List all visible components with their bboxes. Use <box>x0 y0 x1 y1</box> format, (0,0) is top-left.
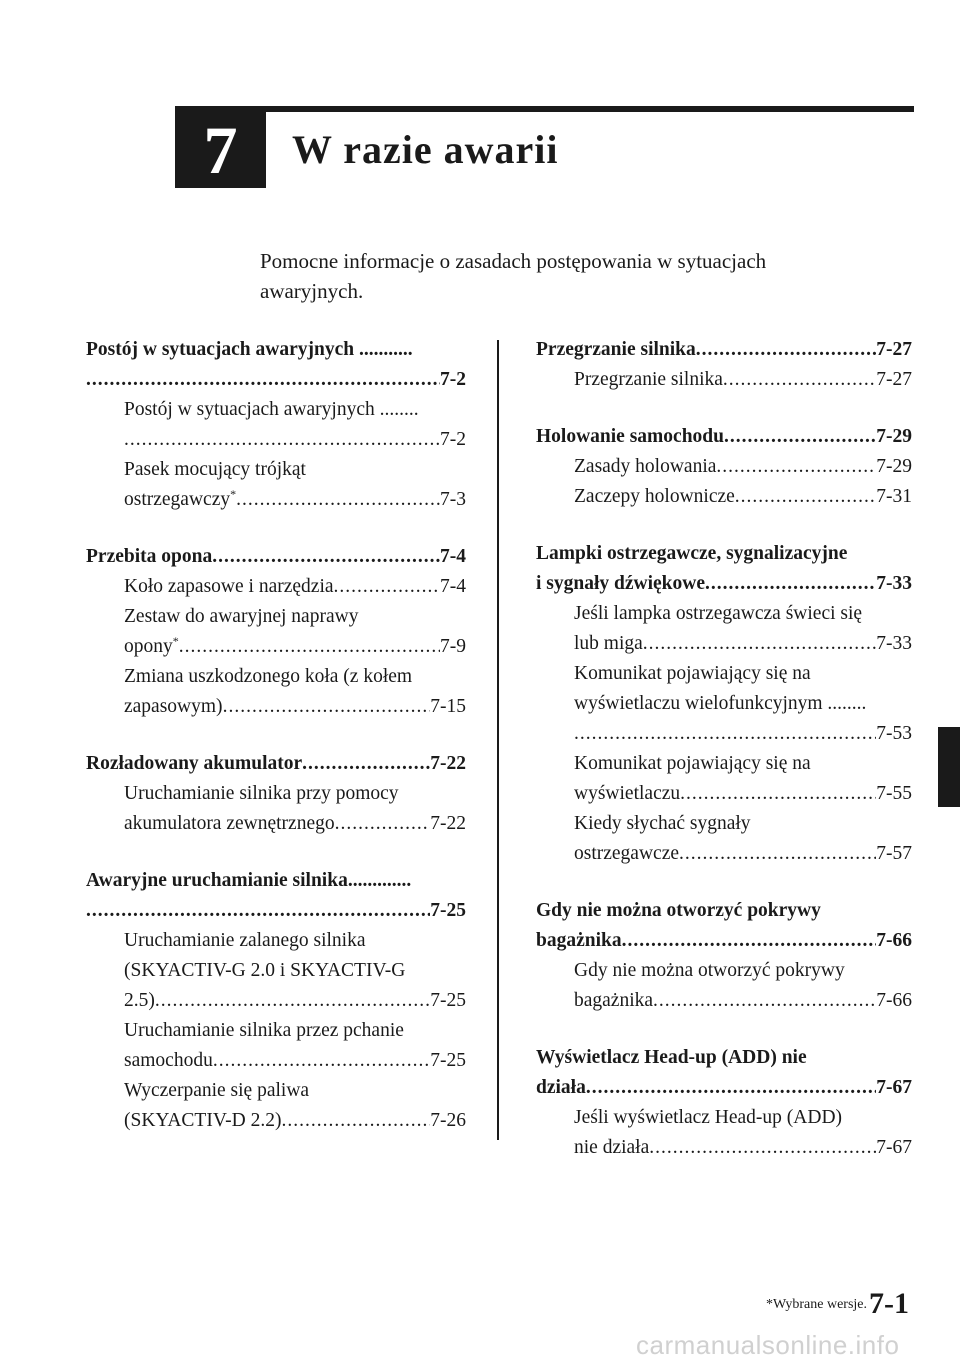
toc-entry-page[interactable]: nie działa ..... 7-67 <box>536 1133 912 1163</box>
toc-entry-page[interactable]: ..... 7-53 <box>536 719 912 749</box>
toc-heading-page[interactable]: działa ..... 7-67 <box>536 1073 912 1103</box>
toc-heading[interactable]: Przegrzanie silnika ..... 7-27 <box>536 335 912 365</box>
toc-heading[interactable]: Gdy nie można otworzyć pokrywy <box>536 900 821 921</box>
toc-entry-page[interactable]: zapasowym) ..... 7-15 <box>86 692 466 722</box>
toc-entry[interactable]: Przegrzanie silnika ..... 7-27 <box>536 365 912 395</box>
toc-entry[interactable]: Kiedy słychać sygnały <box>574 813 751 834</box>
chapter-intro <box>260 246 880 306</box>
toc-heading[interactable]: Rozładowany akumulator ..... 7-22 <box>86 749 466 779</box>
watermark: carmanualsonline.info <box>636 1330 900 1360</box>
toc-entry-page[interactable]: (SKYACTIV-D 2.2) ..... 7-26 <box>86 1106 466 1136</box>
toc-entry-page[interactable]: ..... 7-2 <box>86 425 466 455</box>
toc-entry[interactable]: Uruchamianie silnika przy pomocy <box>124 783 399 804</box>
toc-section-akumulator <box>86 749 466 839</box>
optional-marker: * <box>230 487 237 501</box>
toc-entry[interactable]: Postój w sytuacjach awaryjnych ........ <box>124 399 419 420</box>
toc-section-postoj <box>86 335 466 515</box>
toc-entry[interactable]: Zasady holowania ..... 7-29 <box>536 452 912 482</box>
toc-heading-page[interactable]: ..... 7-25 <box>86 896 466 926</box>
toc-section-lampki <box>536 539 912 869</box>
toc-left-column <box>86 335 466 1163</box>
toc-entry-page[interactable]: bagażnika ..... 7-66 <box>536 986 912 1016</box>
toc-entry[interactable]: Wyczerpanie się paliwa <box>124 1080 310 1101</box>
toc-section-pokrywa-bagaznika <box>536 896 912 1016</box>
toc-heading[interactable]: Holowanie samochodu ..... 7-29 <box>536 422 912 452</box>
toc-entry-page[interactable]: 2.5) ..... 7-25 <box>86 986 466 1016</box>
toc-heading[interactable]: Awaryjne uruchamianie silnika............. <box>86 870 412 891</box>
toc-heading[interactable]: Przebita opona ..... 7-4 <box>86 542 466 572</box>
toc-right-column <box>536 335 912 1190</box>
toc-entry[interactable]: Jeśli lampka ostrzegawcza świeci się <box>574 603 863 624</box>
toc-section-holowanie <box>536 422 912 512</box>
toc-section-przebita-opona <box>86 542 466 722</box>
toc-heading[interactable]: Wyświetlacz Head-up (ADD) nie <box>536 1047 807 1068</box>
toc-entry[interactable]: Uruchamianie zalanego silnika <box>124 930 366 951</box>
toc-entry-page[interactable]: wyświetlaczu ..... 7-55 <box>536 779 912 809</box>
chapter-number-box <box>175 112 266 188</box>
footer-note: *Wybrane wersje. <box>766 1297 868 1312</box>
toc-entry[interactable]: Uruchamianie silnika przez pchanie <box>124 1020 404 1041</box>
toc-heading-page[interactable]: bagażnika ..... 7-66 <box>536 926 912 956</box>
toc-entry[interactable]: Komunikat pojawiający się na <box>574 663 811 684</box>
toc-entry[interactable]: Jeśli wyświetlacz Head-up (ADD) <box>574 1107 843 1128</box>
toc-entry-page[interactable]: lub miga ..... 7-33 <box>536 629 912 659</box>
column-divider <box>497 340 499 1140</box>
page-number: 7-1 <box>869 1287 909 1320</box>
toc-entry-page[interactable]: opony* ..... 7-9 <box>86 632 466 662</box>
chapter-title: W razie awarii <box>292 127 559 172</box>
toc-heading-page[interactable]: i sygnały dźwiękowe ..... 7-33 <box>536 569 912 599</box>
toc-entry-page[interactable]: ostrzegawczy* ..... 7-3 <box>86 485 466 515</box>
toc-heading[interactable]: Postój w sytuacjach awaryjnych ........... <box>86 339 413 360</box>
toc-entry[interactable]: Zestaw do awaryjnej naprawy <box>124 606 359 627</box>
chapter-top-rule <box>175 106 914 112</box>
toc-heading[interactable]: Lampki ostrzegawcze, sygnalizacyjne <box>536 543 848 564</box>
toc-entry[interactable]: Zmiana uszkodzonego koła (z kołem <box>124 666 413 687</box>
toc-entry[interactable]: Koło zapasowe i narzędzia ..... 7-4 <box>86 572 466 602</box>
toc-entry-page[interactable]: ostrzegawcze ..... 7-57 <box>536 839 912 869</box>
chapter-number: 7 <box>203 112 238 188</box>
intro-line-1: Pomocne informacje o zasadach postępowania w sytuacjach <box>260 249 767 273</box>
toc-entry[interactable]: (SKYACTIV-G 2.0 i SKYACTIV-G <box>124 960 406 981</box>
optional-marker: * <box>172 634 179 648</box>
toc-entry-page[interactable]: samochodu ..... 7-25 <box>86 1046 466 1076</box>
toc-entry[interactable]: Komunikat pojawiający się na <box>574 753 811 774</box>
toc-entry[interactable]: wyświetlaczu wielofunkcyjnym ........ <box>574 693 867 714</box>
chapter-thumb-tab <box>938 727 960 807</box>
toc-heading-page[interactable]: ..... 7-2 <box>86 365 466 395</box>
toc-entry-page[interactable]: akumulatora zewnętrznego ..... 7-22 <box>86 809 466 839</box>
toc-entry[interactable]: Pasek mocujący trójkąt <box>124 459 306 480</box>
toc-section-awaryjne-uruchamianie <box>86 866 466 1136</box>
toc-section-przegrzanie <box>536 335 912 395</box>
intro-line-2: awaryjnych. <box>260 279 364 303</box>
toc-section-head-up <box>536 1043 912 1163</box>
toc-entry[interactable]: Zaczepy holownicze ..... 7-31 <box>536 482 912 512</box>
toc-entry[interactable]: Gdy nie można otworzyć pokrywy <box>574 960 845 981</box>
